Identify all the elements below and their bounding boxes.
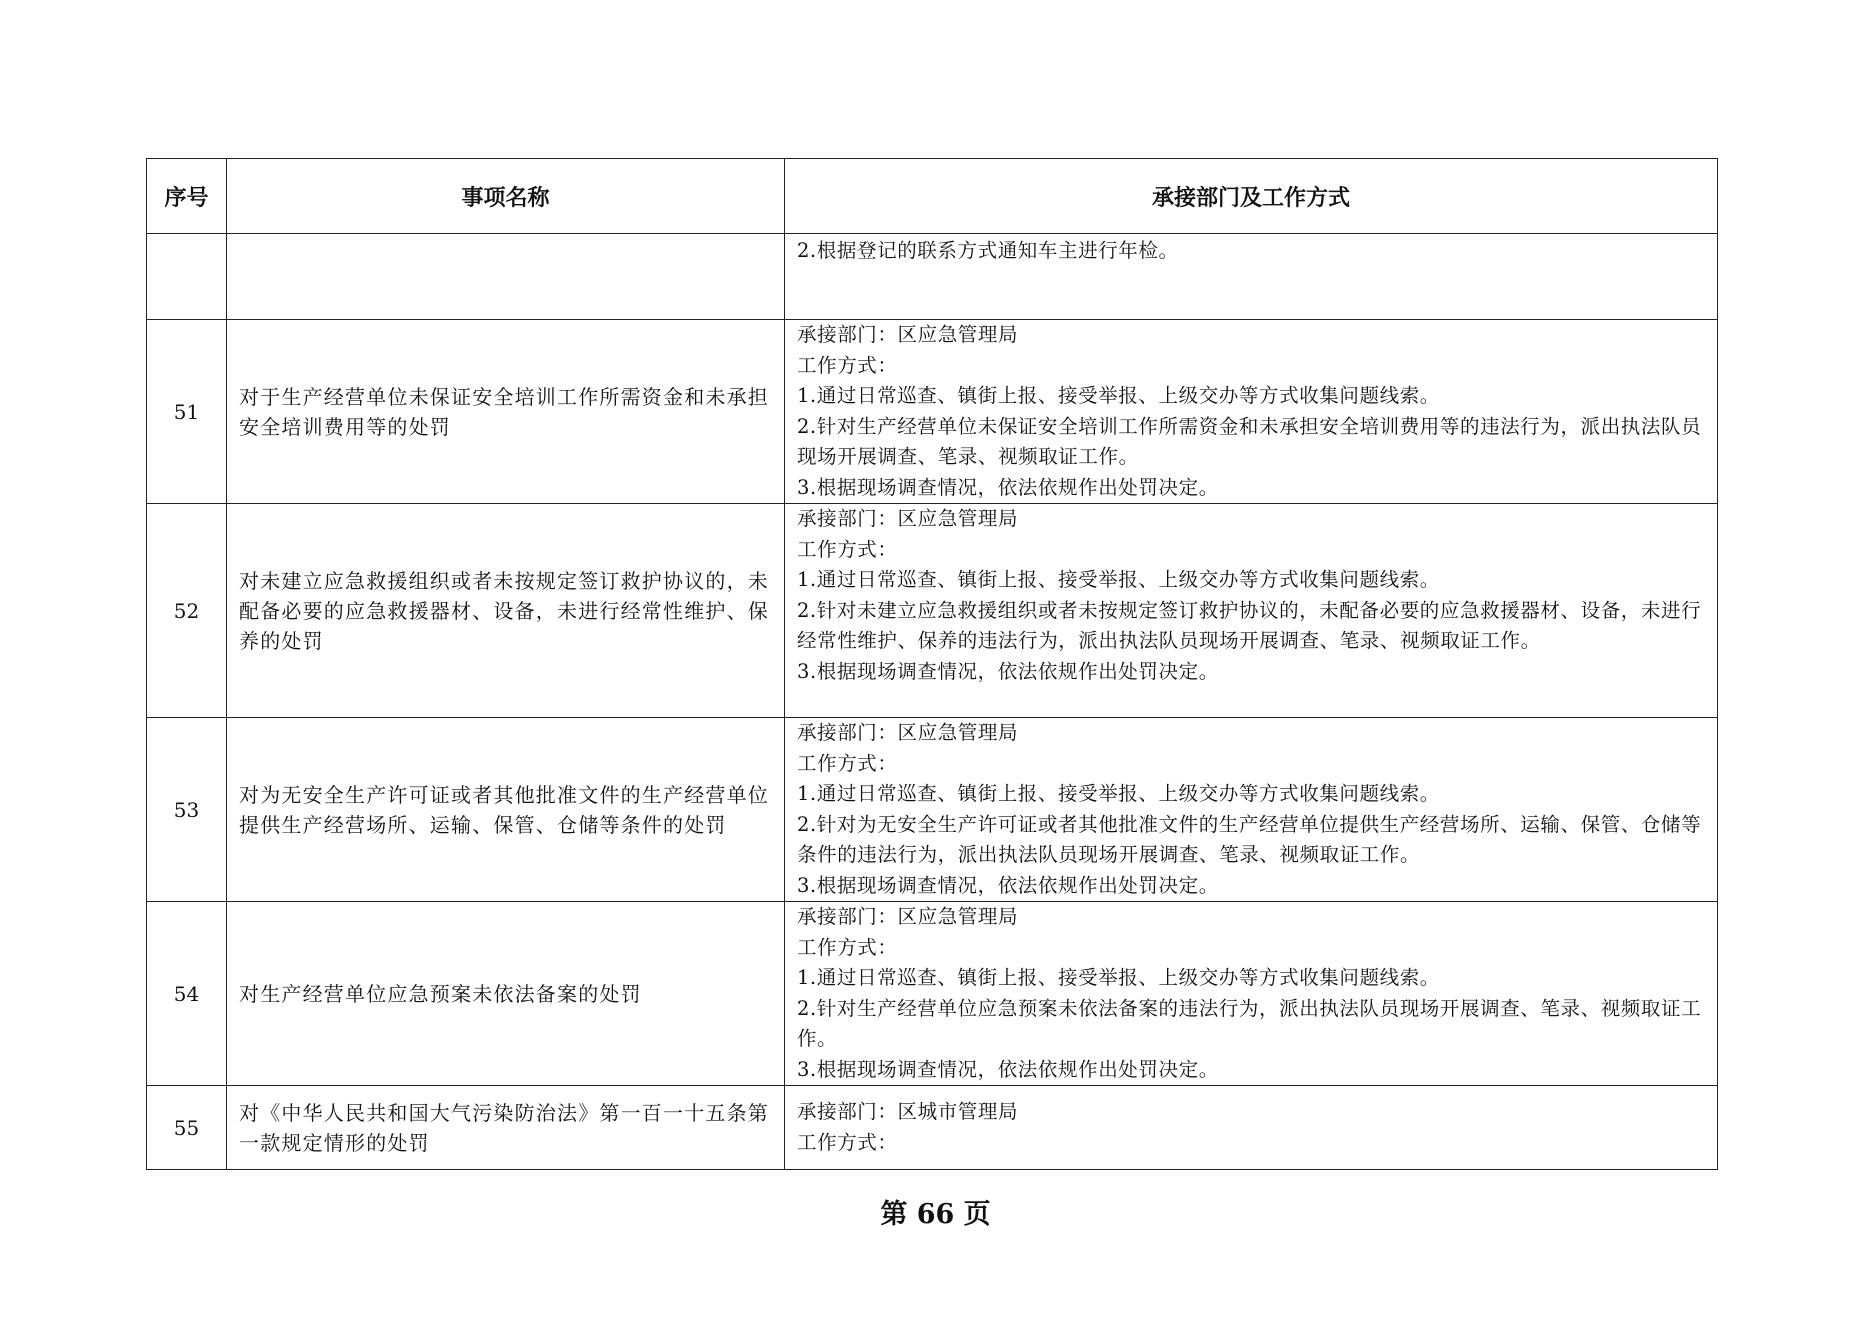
table-row (147, 320, 1718, 504)
dept-line: 工作方式： (797, 935, 898, 959)
header-dept: 承接部门及工作方式 (785, 159, 1718, 234)
dept-line: 1.通过日常巡查、镇街上报、接受举报、上级交办等方式收集问题线索。 (797, 782, 1440, 805)
dept-line: 工作方式： (797, 1130, 898, 1154)
row-dept (785, 504, 1718, 718)
dept-line: 承接部门：区应急管理局 (797, 905, 1019, 928)
dept-line: 工作方式： (797, 353, 898, 377)
row-dept (785, 320, 1718, 504)
header-name: 事项名称 (227, 159, 785, 234)
row-seq: 54 (147, 902, 227, 1086)
dept-line: 1.通过日常巡查、镇街上报、接受举报、上级交办等方式收集问题线索。 (797, 966, 1440, 989)
dept-line: 3.根据现场调查情况，依法依规作出处罚决定。 (797, 873, 1219, 897)
dept-line: 承接部门：区应急管理局 (797, 721, 1019, 744)
row-seq: 52 (147, 504, 227, 718)
dept-line: 2.针对未建立应急救援组织或者未按规定签订救护协议的，未配备必要的应急救援器材、设备，未进行经常性维护、保养的违法行为，派出执法队员现场开展调查、笔录、视频取证工作。 (797, 598, 1702, 652)
row-name: 对《中华人民共和国大气污染防治法》第一百一十五条第一款规定情形的处罚 (227, 1086, 785, 1170)
row-seq (147, 234, 227, 320)
dept-line: 工作方式： (797, 751, 898, 775)
row-seq: 53 (147, 718, 227, 902)
table-row (147, 902, 1718, 1086)
row-dept (785, 718, 1718, 902)
matters-table (146, 158, 1718, 1170)
dept-line: 承接部门：区城市管理局 (797, 1100, 1019, 1123)
row-dept (785, 902, 1718, 1086)
dept-line: 3.根据现场调查情况，依法依规作出处罚决定。 (797, 475, 1219, 499)
row-dept (785, 1086, 1718, 1170)
dept-line: 2.针对为无安全生产许可证或者其他批准文件的生产经营单位提供生产经营场所、运输、保管、仓储等条件的违法行为，派出执法队员现场开展调查、笔录、视频取证工作。 (797, 812, 1702, 866)
dept-line: 3.根据现场调查情况，依法依规作出处罚决定。 (797, 659, 1219, 683)
dept-line: 2.针对生产经营单位应急预案未依法备案的违法行为，派出执法队员现场开展调查、笔录、视频取证工作。 (797, 996, 1702, 1050)
row-seq: 55 (147, 1086, 227, 1170)
dept-line: 2.根据登记的联系方式通知车主进行年检。 (797, 239, 1179, 262)
table-header-row (147, 159, 1718, 234)
row-dept (785, 234, 1718, 320)
header-seq: 序号 (147, 159, 227, 234)
dept-line: 承接部门：区应急管理局 (797, 323, 1019, 346)
row-name: 对生产经营单位应急预案未依法备案的处罚 (227, 902, 785, 1086)
dept-line: 2.针对生产经营单位未保证安全培训工作所需资金和未承担安全培训费用等的违法行为，派出执法队员现场开展调查、笔录、视频取证工作。 (797, 414, 1702, 468)
dept-line: 承接部门：区应急管理局 (797, 507, 1019, 530)
row-name (227, 234, 785, 320)
table-row (147, 234, 1718, 320)
table-row (147, 504, 1718, 718)
row-name: 对为无安全生产许可证或者其他批准文件的生产经营单位提供生产经营场所、运输、保管、仓储等条件的处罚 (227, 718, 785, 902)
row-name: 对未建立应急救援组织或者未按规定签订救护协议的，未配备必要的应急救援器材、设备，未进行经常性维护、保养的处罚 (227, 504, 785, 718)
table-row (147, 718, 1718, 902)
dept-line: 1.通过日常巡查、镇街上报、接受举报、上级交办等方式收集问题线索。 (797, 384, 1440, 407)
table-row (147, 1086, 1718, 1170)
page-number: 第 66 页 (880, 1199, 991, 1230)
dept-line: 1.通过日常巡查、镇街上报、接受举报、上级交办等方式收集问题线索。 (797, 568, 1440, 591)
row-seq: 51 (147, 320, 227, 504)
dept-line: 工作方式： (797, 537, 898, 561)
dept-line: 3.根据现场调查情况，依法依规作出处罚决定。 (797, 1057, 1219, 1081)
row-name: 对于生产经营单位未保证安全培训工作所需资金和未承担安全培训费用等的处罚 (227, 320, 785, 504)
